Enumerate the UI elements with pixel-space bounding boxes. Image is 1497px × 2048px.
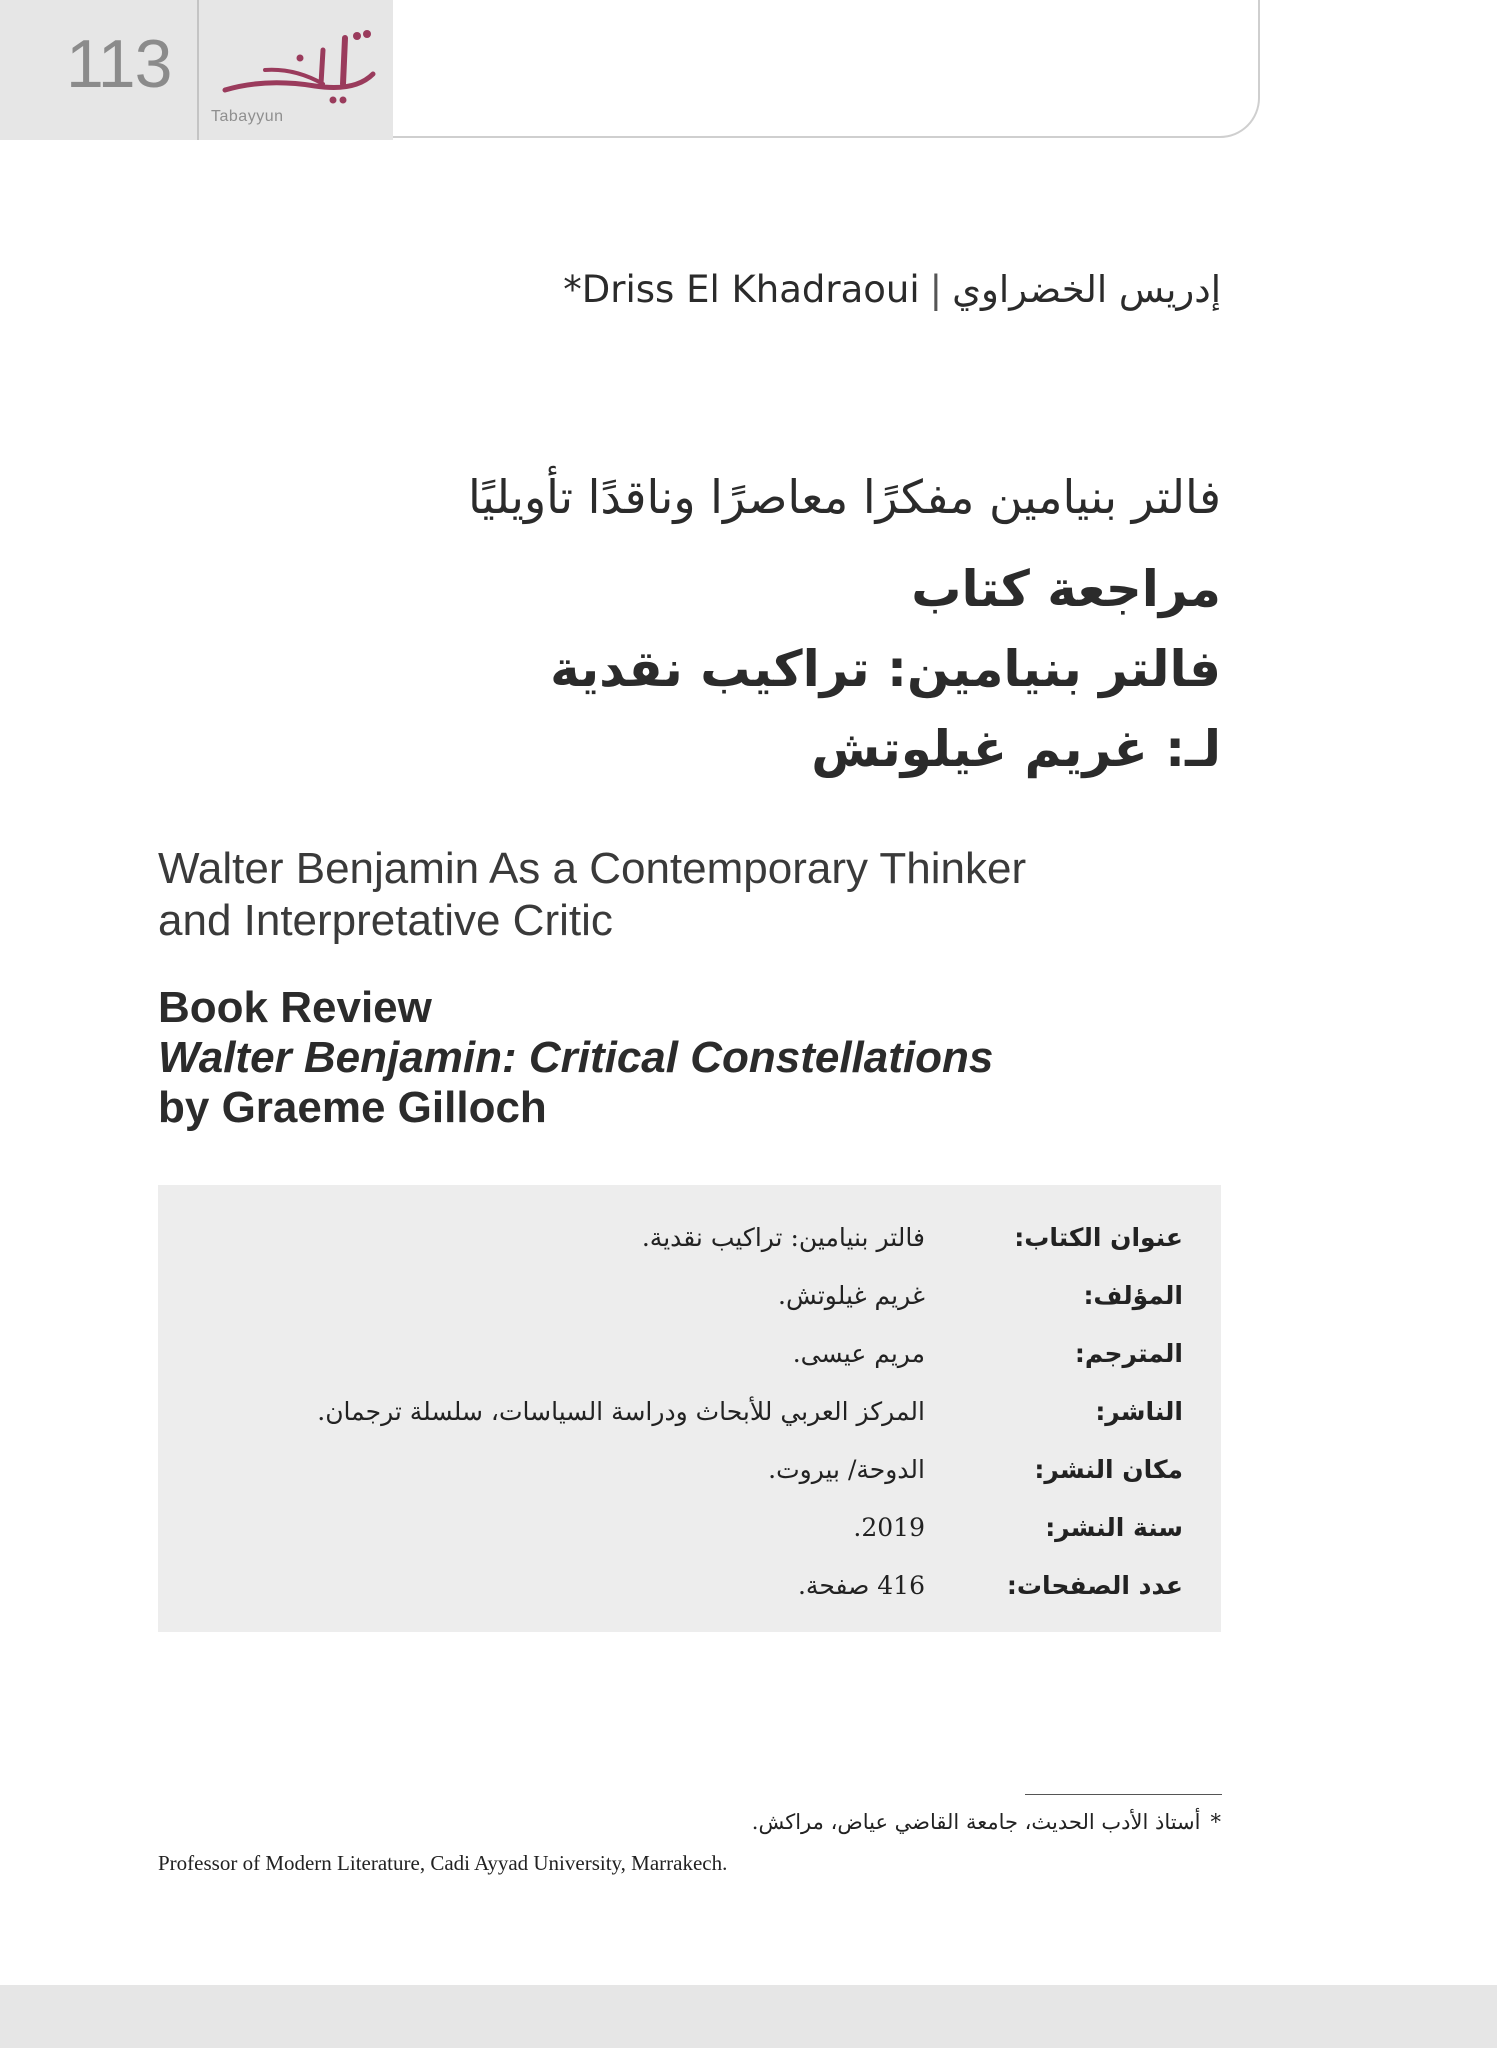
english-title-line-1: Walter Benjamin As a Contemporary Thinker — [158, 844, 1027, 893]
english-book-title: Walter Benjamin: Critical Constellations — [158, 1033, 994, 1082]
info-value: المركز العربي للأبحاث ودراسة السياسات، سلسلة ترجمان. — [317, 1397, 925, 1426]
page-footer-band — [0, 1985, 1497, 2048]
logo-calligraphy-icon — [205, 28, 385, 108]
info-value: 416 صفحة. — [797, 1571, 925, 1600]
author-latin: *Driss El Khadraoui — [563, 268, 920, 311]
english-title-line-2: and Interpretative Critic — [158, 896, 613, 945]
journal-logo — [205, 28, 385, 128]
info-row — [642, 1223, 1183, 1252]
arabic-book-author: لـ: غريم غيلوتش — [811, 720, 1221, 778]
footnote-marker: * — [1210, 1810, 1221, 1834]
info-label: عدد الصفحات: — [1006, 1571, 1183, 1600]
footnote-divider — [1025, 1794, 1222, 1795]
info-value: غريم غيلوتش. — [778, 1281, 925, 1310]
author-line — [563, 268, 1221, 311]
info-row — [853, 1513, 1183, 1542]
info-label: سنة النشر: — [1045, 1513, 1183, 1542]
footnote-arabic-text: أستاذ الأدب الحديث، جامعة القاضي عياض، مراكش. — [751, 1810, 1201, 1834]
info-value: فالتر بنيامين: تراكيب نقدية. — [641, 1223, 925, 1252]
author-arabic: إدريس الخضراوي — [952, 268, 1221, 311]
info-value: الدوحة/ بيروت. — [768, 1455, 925, 1484]
english-book-author: by Graeme Gilloch — [158, 1083, 547, 1132]
footnote-english: Professor of Modern Literature, Cadi Ayyad University, Marrakech. — [158, 1851, 728, 1875]
info-label: المؤلف: — [1083, 1281, 1183, 1310]
english-review-label: Book Review — [158, 983, 432, 1032]
book-info-box — [158, 1185, 1221, 1632]
info-row — [793, 1339, 1183, 1368]
info-value: 2019. — [853, 1513, 925, 1542]
english-review-block — [158, 983, 993, 1133]
info-label: الناشر: — [1095, 1397, 1183, 1426]
header-frame — [390, 0, 1260, 138]
header-divider — [197, 0, 199, 140]
info-row — [317, 1397, 1183, 1426]
page-header — [0, 0, 393, 140]
english-article-title — [158, 843, 1158, 947]
page-number: 113 — [66, 26, 172, 102]
arabic-review-label: مراجعة كتاب — [911, 560, 1221, 618]
info-label: عنوان الكتاب: — [1014, 1223, 1183, 1252]
logo-wordmark: Tabayyun — [211, 108, 284, 125]
info-row — [798, 1571, 1183, 1600]
info-row — [768, 1455, 1183, 1484]
info-row — [778, 1281, 1183, 1310]
arabic-article-title: فالتر بنيامين مفكرًا معاصرًا وناقدًا تأويليًا — [468, 470, 1221, 524]
arabic-book-title: فالتر بنيامين: تراكيب نقدية — [550, 640, 1221, 698]
info-label: المترجم: — [1074, 1339, 1183, 1368]
footnote-arabic — [752, 1810, 1221, 1834]
info-label: مكان النشر: — [1034, 1455, 1183, 1484]
info-value: مريم عيسى. — [792, 1339, 925, 1368]
author-separator: | — [929, 268, 943, 311]
